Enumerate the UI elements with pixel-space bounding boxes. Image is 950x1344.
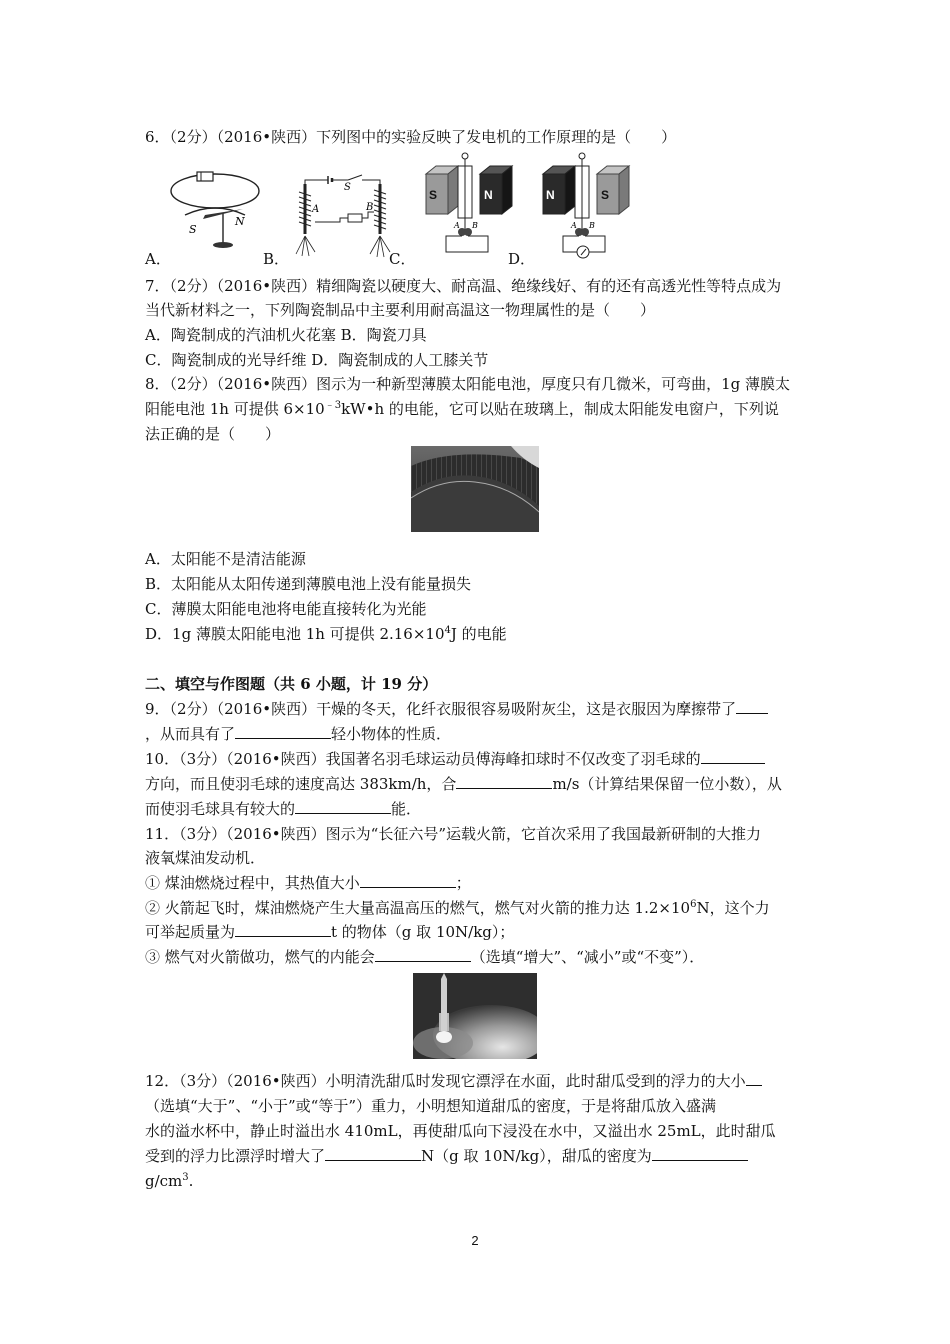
- figure-d-generator-meter: [535, 152, 635, 262]
- q12-line1: 12．（3分）（2016•陕西）小明清洗甜瓜时发现它漂浮在水面，此时甜瓜受到的浮力的大小: [145, 1071, 762, 1091]
- q10-line2: 方向，而且使羽毛球的速度高达 383km/h，合 m/s（计算结果保留一位小数），从: [145, 775, 782, 793]
- q6-option-b: B．: [263, 250, 290, 268]
- q11-blank-2[interactable]: [235, 922, 331, 937]
- svg-text:A: A: [571, 221, 577, 230]
- svg-text:N: N: [546, 188, 555, 202]
- q7-options-ab: A．陶瓷制成的汽油机火花塞 B．陶瓷刀具: [145, 326, 427, 344]
- q12-line4: 受到的浮力比漂浮时增大了 N（g 取 10N/kg），甜瓜的密度为: [145, 1146, 748, 1166]
- q9-line2: ，从而具有了 轻小物体的性质．: [145, 725, 452, 743]
- svg-text:S: S: [601, 188, 610, 202]
- q6-option-c: C．: [389, 250, 416, 268]
- q8-option-a: A．太阳能不是清洁能源: [145, 550, 306, 568]
- rocket-launch-photo: [413, 973, 537, 1059]
- q10-line3: 而使羽毛球具有较大的 能．: [145, 800, 422, 818]
- figure-a-compass-wire: [165, 163, 265, 258]
- q11-blank-1[interactable]: [360, 873, 456, 888]
- svg-text:N: N: [484, 188, 493, 202]
- q10-blank-1[interactable]: [701, 749, 765, 764]
- q11-line2: 液氧煤油发动机．: [145, 849, 266, 867]
- q10-blank-3[interactable]: [295, 799, 391, 814]
- figure-c-generator-circuit: [418, 152, 518, 262]
- svg-text:S: S: [429, 188, 438, 202]
- page-number: 2: [471, 1233, 479, 1248]
- svg-text:B: B: [366, 202, 374, 213]
- svg-text:S: S: [344, 182, 351, 193]
- q7-options-cd: C．陶瓷制成的光导纤维 D．陶瓷制成的人工膝关节: [145, 351, 489, 369]
- q7-line1: 7．（2分）（2016•陕西）精细陶瓷以硬度大、耐高温、绝缘线好、有的还有高透光性等特点成为: [145, 277, 782, 295]
- svg-text:N: N: [235, 215, 245, 228]
- q8-option-c: C．薄膜太阳能电池将电能直接转化为光能: [145, 600, 427, 618]
- q12-line3: 水的溢水杯中，静止时溢出水 410mL，再使甜瓜向下浸没在水中，又溢出水 25mL，此时甜瓜: [145, 1122, 776, 1140]
- q6-stem: 6．（2分）（2016•陕西）下列图中的实验反映了发电机的工作原理的是（ ）: [145, 128, 677, 146]
- q8-option-b: B．太阳能从太阳传递到薄膜电池上没有能量损失: [145, 575, 472, 593]
- q10-line1: 10．（3分）（2016•陕西）我国著名羽毛球运动员傅海峰扣球时不仅改变了羽毛球的: [145, 749, 765, 769]
- q10-blank-2[interactable]: [456, 774, 552, 789]
- q8-line3: 法正确的是（ ）: [145, 425, 281, 443]
- solar-film-photo: [411, 446, 539, 532]
- q8-line1: 8．（2分）（2016•陕西）图示为一种新型薄膜太阳能电池，厚度只有几微米，可弯曲，1g 薄膜太: [145, 375, 791, 393]
- q12-line2: （选填“大于”、“小于”或“等于”）重力，小明想知道甜瓜的密度，于是将甜瓜放入盛满: [145, 1097, 717, 1115]
- q11-item2: ② 火箭起飞时，煤油燃烧产生大量高温高压的燃气，燃气对火箭的推力达 $1.2\times 10^6N$，这个力: [145, 899, 770, 917]
- q11-line1: 11．（3分）（2016•陕西）图示为“长征六号”运载火箭，它首次采用了我国最新研制的大推力: [145, 825, 761, 843]
- q11-item1: ① 煤油燃烧过程中，其热值大小 ；: [145, 874, 471, 892]
- figure-b-electromagnets: [290, 172, 395, 260]
- section-heading-fill-in: 二、填空与作图题（共 6 小题，计 19 分）: [145, 675, 438, 693]
- q11-item2-continued: 可举起质量为 t 的物体（g 取 10N/kg）；: [145, 923, 515, 941]
- q12-blank-1[interactable]: [746, 1071, 762, 1086]
- q9-blank-1[interactable]: [736, 699, 768, 714]
- q11-blank-3[interactable]: [375, 947, 471, 962]
- q12-blank-3[interactable]: [652, 1146, 748, 1161]
- svg-text:S: S: [189, 223, 197, 236]
- q7-line2: 当代新材料之一，下列陶瓷制品中主要利用耐高温这一物理属性的是（ ）: [145, 301, 656, 319]
- q6-option-a: A．: [145, 250, 171, 268]
- svg-text:A: A: [312, 204, 320, 215]
- svg-text:B: B: [589, 221, 595, 230]
- q12-blank-2[interactable]: [325, 1146, 421, 1161]
- q9-line1: 9．（2分）（2016•陕西）干燥的冬天，化纤衣服很容易吸附灰尘，这是衣服因为摩擦带了: [145, 699, 768, 719]
- q9-blank-2[interactable]: [235, 724, 331, 739]
- q6-option-d: D．: [508, 250, 536, 268]
- q12-line5: $g/cm^3$.: [145, 1172, 194, 1190]
- q8-line2: 阳能电池 1h 可提供 $6\times 10^{﹣3}kW•h$ 的电能，它可以贴在玻璃上，制成太阳能发电窗户，下列说: [145, 400, 779, 418]
- svg-text:B: B: [472, 221, 478, 230]
- q8-option-d: D．1g 薄膜太阳能电池 1h 可提供 $2.16\times 10^4J$ 的电能: [145, 625, 507, 643]
- svg-text:A: A: [454, 221, 460, 230]
- q11-item3: ③ 燃气对火箭做功，燃气的内能会 （选填“增大”、“减小”或“不变”）．: [145, 948, 705, 966]
